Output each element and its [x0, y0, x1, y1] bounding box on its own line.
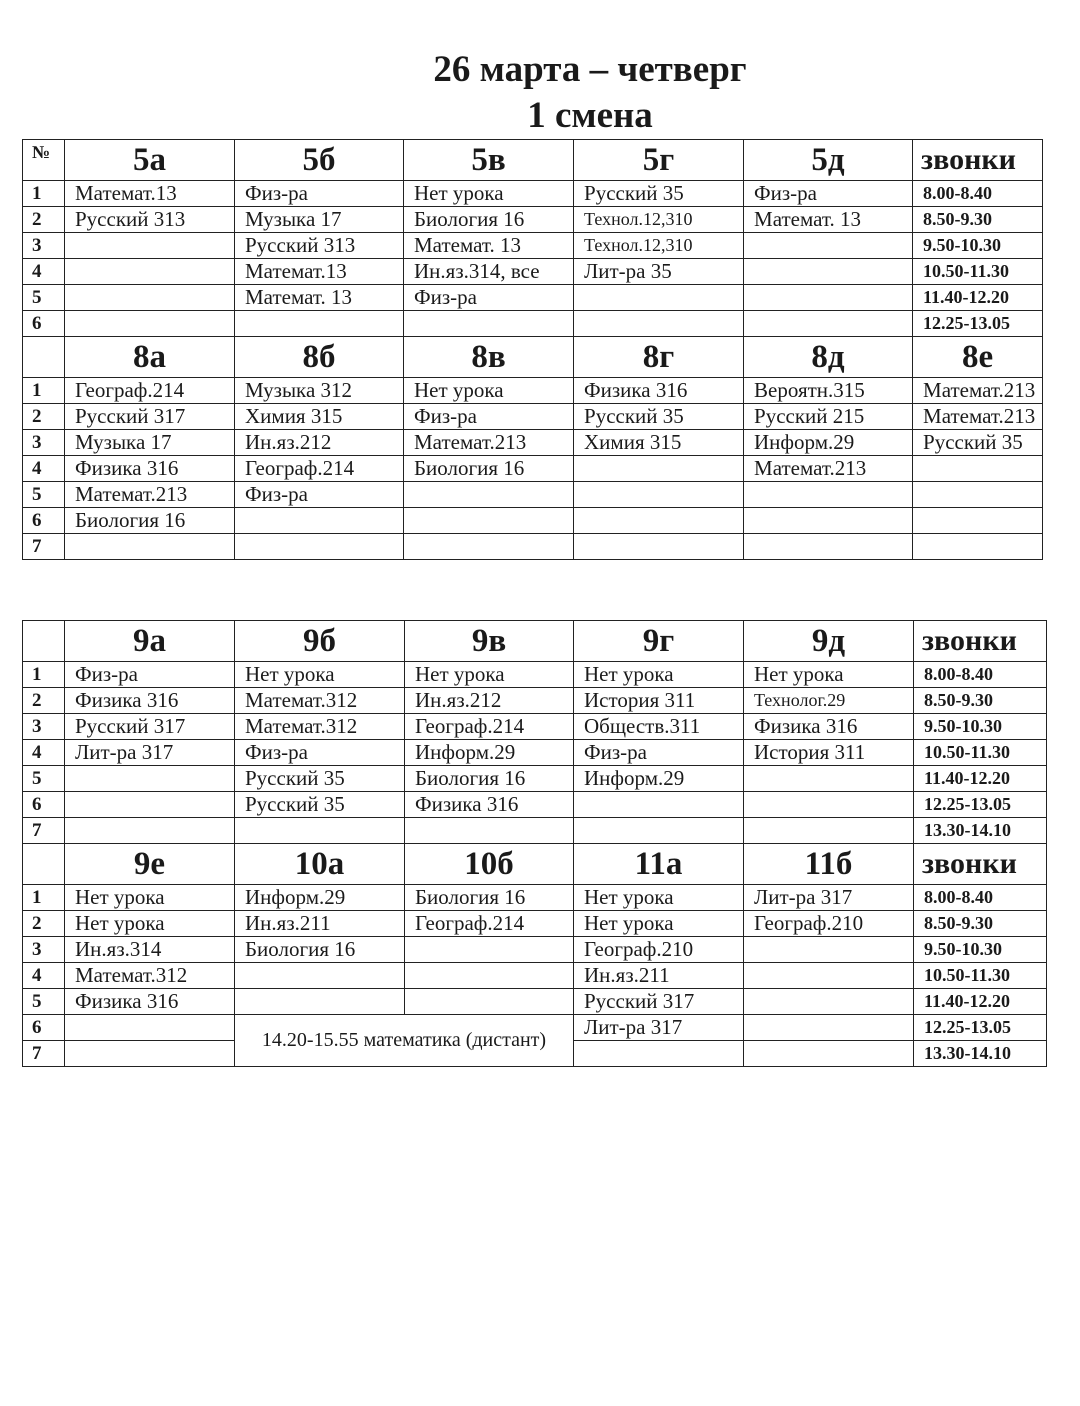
class-header: 9а — [65, 621, 235, 662]
lesson-cell — [65, 259, 235, 285]
bell-time: 12.25-13.05 — [914, 792, 1047, 818]
lesson-cell — [65, 311, 235, 337]
lesson-cell — [574, 285, 744, 311]
lesson-cell: Математ. 13 — [404, 233, 574, 259]
table-row — [23, 740, 1047, 766]
lesson-cell: Математ.312 — [65, 963, 235, 989]
lesson-number: 5 — [23, 482, 65, 508]
lesson-cell: Географ.210 — [744, 911, 914, 937]
lesson-cell — [404, 534, 574, 560]
lesson-cell — [404, 508, 574, 534]
table-row — [23, 766, 1047, 792]
lesson-cell: Русский 35 — [235, 792, 405, 818]
lesson-cell: Ин.яз.211 — [235, 911, 405, 937]
table-row — [23, 937, 1047, 963]
lesson-cell — [913, 456, 1043, 482]
class-header: 9б — [235, 621, 405, 662]
bell-time: 11.40-12.20 — [914, 766, 1047, 792]
table-row — [23, 662, 1047, 688]
lesson-number: 1 — [23, 181, 65, 207]
lesson-cell: Обществ.311 — [574, 714, 744, 740]
lesson-cell: Русский 35 — [574, 404, 744, 430]
lesson-cell: Математ.312 — [235, 688, 405, 714]
bell-time: 9.50-10.30 — [913, 233, 1043, 259]
lesson-cell — [913, 534, 1043, 560]
lesson-cell: Лит-ра 35 — [574, 259, 744, 285]
lesson-cell: Биология 16 — [405, 885, 574, 911]
lesson-cell: Математ. 13 — [744, 207, 913, 233]
lesson-cell — [574, 456, 744, 482]
lesson-cell — [574, 482, 744, 508]
lesson-cell: Физ-ра — [65, 662, 235, 688]
lesson-cell — [574, 818, 744, 844]
lesson-cell: Технол.12,310 — [574, 233, 744, 259]
table-row — [23, 482, 1043, 508]
lesson-cell: Математ. 13 — [235, 285, 404, 311]
lesson-cell: Нет урока — [405, 662, 574, 688]
table-row — [23, 818, 1047, 844]
bell-time: 11.40-12.20 — [913, 285, 1043, 311]
lesson-cell — [235, 963, 405, 989]
lesson-cell: Математ.213 — [65, 482, 235, 508]
bell-time: 10.50-11.30 — [913, 259, 1043, 285]
bell-time: 13.30-14.10 — [914, 1041, 1047, 1067]
lesson-cell — [405, 818, 574, 844]
lesson-cell — [65, 534, 235, 560]
lesson-cell: Информ.29 — [744, 430, 913, 456]
lesson-cell — [235, 311, 404, 337]
class-header: 5а — [65, 140, 235, 181]
lesson-cell — [235, 989, 405, 1015]
lesson-number: 2 — [23, 404, 65, 430]
class-header: 9г — [574, 621, 744, 662]
class-header: 9в — [405, 621, 574, 662]
lesson-cell: Математ.213 — [404, 430, 574, 456]
lesson-cell: Информ.29 — [574, 766, 744, 792]
lesson-cell — [405, 989, 574, 1015]
lesson-cell: Физ-ра — [404, 404, 574, 430]
lesson-cell: Русский 35 — [913, 430, 1043, 456]
page-subtitle: 1 смена — [527, 95, 653, 136]
table-row — [23, 181, 1043, 207]
lesson-cell — [744, 534, 913, 560]
lesson-cell: Музыка 312 — [235, 378, 404, 404]
lesson-number: 2 — [23, 911, 65, 937]
lesson-cell: Нет урока — [574, 911, 744, 937]
header-row-grade9 — [23, 621, 1047, 662]
lesson-cell — [65, 1041, 235, 1067]
lesson-cell — [235, 508, 404, 534]
number-header-empty — [23, 844, 65, 885]
lesson-cell — [574, 508, 744, 534]
bell-time: 10.50-11.30 — [914, 740, 1047, 766]
lesson-cell: Биология 16 — [65, 508, 235, 534]
lesson-cell: Технол.12,310 — [574, 207, 744, 233]
lesson-cell — [65, 233, 235, 259]
lesson-cell — [574, 534, 744, 560]
lesson-cell: Информ.29 — [405, 740, 574, 766]
header-row-grade10 — [23, 844, 1047, 885]
table-row — [23, 534, 1043, 560]
lesson-cell — [744, 963, 914, 989]
lesson-cell: Музыка 17 — [65, 430, 235, 456]
table-row — [23, 285, 1043, 311]
lesson-number: 1 — [23, 885, 65, 911]
bell-time: 9.50-10.30 — [914, 714, 1047, 740]
lesson-cell: Физ-ра — [404, 285, 574, 311]
lesson-cell — [744, 508, 913, 534]
table-row — [23, 311, 1043, 337]
lesson-cell — [235, 818, 405, 844]
lesson-number: 3 — [23, 714, 65, 740]
lesson-cell: Русский 35 — [235, 766, 405, 792]
lesson-number: 6 — [23, 792, 65, 818]
lesson-cell: Физика 316 — [574, 378, 744, 404]
lesson-cell — [405, 937, 574, 963]
lesson-cell: Русский 317 — [574, 989, 744, 1015]
lesson-cell — [744, 937, 914, 963]
lesson-cell: Вероятн.315 — [744, 378, 913, 404]
header-row-grade5 — [23, 140, 1043, 181]
class-header: 8е — [913, 337, 1043, 378]
number-header: № — [23, 140, 65, 181]
lesson-cell: Нет урока — [65, 911, 235, 937]
lesson-cell: Математ.213 — [744, 456, 913, 482]
lesson-cell: Биология 16 — [235, 937, 405, 963]
lesson-number: 4 — [23, 456, 65, 482]
lesson-cell: Математ.13 — [65, 181, 235, 207]
lesson-cell — [744, 311, 913, 337]
lesson-number: 5 — [23, 766, 65, 792]
table-row — [23, 792, 1047, 818]
lesson-cell: Русский 317 — [65, 714, 235, 740]
lesson-cell: Лит-ра 317 — [744, 885, 914, 911]
lesson-cell — [405, 963, 574, 989]
table-row — [23, 456, 1043, 482]
lesson-cell — [744, 1041, 914, 1067]
lesson-cell: Нет урока — [574, 662, 744, 688]
lesson-cell — [913, 508, 1043, 534]
lesson-number: 7 — [23, 818, 65, 844]
class-header: 8г — [574, 337, 744, 378]
lesson-cell: История 311 — [744, 740, 914, 766]
lesson-number: 2 — [23, 688, 65, 714]
bells-header: звонки — [913, 140, 1043, 181]
bell-time: 9.50-10.30 — [914, 937, 1047, 963]
bell-time: 8.00-8.40 — [914, 662, 1047, 688]
lesson-cell — [235, 534, 404, 560]
lesson-cell — [65, 792, 235, 818]
lesson-cell: Ин.яз.314 — [65, 937, 235, 963]
class-header: 11а — [574, 844, 744, 885]
lesson-cell: Нет урока — [65, 885, 235, 911]
lesson-cell: Русский 215 — [744, 404, 913, 430]
lesson-cell — [574, 311, 744, 337]
lesson-number: 7 — [23, 534, 65, 560]
table-row — [23, 714, 1047, 740]
schedule-table-9-11 — [22, 620, 1047, 1067]
lesson-cell — [744, 989, 914, 1015]
lesson-cell — [65, 285, 235, 311]
table-row — [23, 430, 1043, 456]
class-header: 8д — [744, 337, 913, 378]
bells-header: звонки — [914, 844, 1047, 885]
lesson-cell: Географ.214 — [65, 378, 235, 404]
lesson-cell: Физика 316 — [405, 792, 574, 818]
lesson-cell — [574, 1041, 744, 1067]
lesson-cell: Нет урока — [744, 662, 914, 688]
number-header-empty — [23, 337, 65, 378]
bell-time: 8.50-9.30 — [914, 688, 1047, 714]
lesson-cell: Биология 16 — [405, 766, 574, 792]
lesson-cell: Химия 315 — [235, 404, 404, 430]
lesson-number: 3 — [23, 233, 65, 259]
lesson-number: 5 — [23, 285, 65, 311]
table-row — [23, 259, 1043, 285]
bell-time: 12.25-13.05 — [914, 1015, 1047, 1041]
lesson-cell: Нет урока — [404, 181, 574, 207]
bell-time: 8.00-8.40 — [914, 885, 1047, 911]
lesson-cell — [744, 233, 913, 259]
lesson-cell: История 311 — [574, 688, 744, 714]
lesson-cell: Математ.13 — [235, 259, 404, 285]
lesson-number: 4 — [23, 963, 65, 989]
lesson-cell — [744, 766, 914, 792]
class-header: 11б — [744, 844, 914, 885]
lesson-number: 2 — [23, 207, 65, 233]
lesson-cell: Русский 313 — [65, 207, 235, 233]
lesson-cell: Географ.214 — [405, 911, 574, 937]
lesson-cell — [744, 482, 913, 508]
class-header: 5в — [404, 140, 574, 181]
lesson-cell — [744, 1015, 914, 1041]
lesson-cell: Ин.яз.211 — [574, 963, 744, 989]
class-header: 9д — [744, 621, 914, 662]
lesson-number: 3 — [23, 937, 65, 963]
lesson-number: 6 — [23, 1015, 65, 1041]
bell-time: 8.00-8.40 — [913, 181, 1043, 207]
lesson-cell — [404, 311, 574, 337]
lesson-number: 5 — [23, 989, 65, 1015]
lesson-number: 1 — [23, 662, 65, 688]
class-header: 8а — [65, 337, 235, 378]
lesson-cell — [65, 1015, 235, 1041]
lesson-cell — [744, 792, 914, 818]
table-row — [23, 963, 1047, 989]
class-header: 8б — [235, 337, 404, 378]
merged-note-cell: 14.20-15.55 математика (дистант) — [235, 1015, 574, 1067]
table-row — [23, 911, 1047, 937]
lesson-number: 6 — [23, 311, 65, 337]
lesson-cell — [913, 482, 1043, 508]
lesson-cell: Географ.214 — [235, 456, 404, 482]
lesson-cell: Физ-ра — [574, 740, 744, 766]
lesson-cell: Географ.214 — [405, 714, 574, 740]
bell-time: 12.25-13.05 — [913, 311, 1043, 337]
lesson-cell: Музыка 17 — [235, 207, 404, 233]
lesson-number: 7 — [23, 1041, 65, 1067]
table-row — [23, 885, 1047, 911]
lesson-number: 6 — [23, 508, 65, 534]
lesson-cell: Физ-ра — [235, 181, 404, 207]
lesson-cell — [404, 482, 574, 508]
lesson-cell: Физика 316 — [744, 714, 914, 740]
lesson-cell: Информ.29 — [235, 885, 405, 911]
lesson-number: 3 — [23, 430, 65, 456]
table-row — [23, 1015, 1047, 1041]
lesson-cell: Математ.312 — [235, 714, 405, 740]
lesson-cell: Математ.213 — [913, 404, 1043, 430]
lesson-cell: Физика 316 — [65, 989, 235, 1015]
bell-time: 11.40-12.20 — [914, 989, 1047, 1015]
header-row-grade8 — [23, 337, 1043, 378]
class-header: 5г — [574, 140, 744, 181]
lesson-cell — [744, 259, 913, 285]
lesson-cell: Нет урока — [235, 662, 405, 688]
schedule-table-5-8 — [22, 139, 1043, 560]
lesson-cell: Технолог.29 — [744, 688, 914, 714]
class-header: 10б — [405, 844, 574, 885]
lesson-cell: Нет урока — [574, 885, 744, 911]
lesson-cell — [744, 818, 914, 844]
lesson-cell: Физ-ра — [744, 181, 913, 207]
table-row — [23, 508, 1043, 534]
lesson-cell — [65, 766, 235, 792]
table-row — [23, 688, 1047, 714]
table-row — [23, 404, 1043, 430]
lesson-cell: Ин.яз.212 — [235, 430, 404, 456]
lesson-cell — [65, 818, 235, 844]
class-header: 9е — [65, 844, 235, 885]
lesson-number: 4 — [23, 740, 65, 766]
table-row — [23, 233, 1043, 259]
lesson-cell — [744, 285, 913, 311]
lesson-cell: Нет урока — [404, 378, 574, 404]
lesson-cell: Физ-ра — [235, 740, 405, 766]
lesson-cell: Русский 317 — [65, 404, 235, 430]
bell-time: 13.30-14.10 — [914, 818, 1047, 844]
lesson-cell: Ин.яз.314, все — [404, 259, 574, 285]
bell-time: 8.50-9.30 — [913, 207, 1043, 233]
lesson-cell: Лит-ра 317 — [65, 740, 235, 766]
lesson-cell: Лит-ра 317 — [574, 1015, 744, 1041]
bells-header: звонки — [914, 621, 1047, 662]
bell-time: 8.50-9.30 — [914, 911, 1047, 937]
lesson-cell: Физ-ра — [235, 482, 404, 508]
class-header: 10а — [235, 844, 405, 885]
lesson-cell: Физика 316 — [65, 456, 235, 482]
lesson-cell: Биология 16 — [404, 456, 574, 482]
table-row — [23, 207, 1043, 233]
lesson-cell: Химия 315 — [574, 430, 744, 456]
lesson-number: 4 — [23, 259, 65, 285]
number-header-empty — [23, 621, 65, 662]
lesson-cell: Ин.яз.212 — [405, 688, 574, 714]
lesson-cell: Русский 35 — [574, 181, 744, 207]
lesson-cell: Биология 16 — [404, 207, 574, 233]
page-title: 26 марта – четверг — [433, 49, 747, 90]
lesson-cell: Физика 316 — [65, 688, 235, 714]
table-row — [23, 378, 1043, 404]
lesson-cell: Географ.210 — [574, 937, 744, 963]
class-header: 5д — [744, 140, 913, 181]
table-row — [23, 989, 1047, 1015]
lesson-cell — [574, 792, 744, 818]
class-header: 8в — [404, 337, 574, 378]
lesson-cell: Русский 313 — [235, 233, 404, 259]
lesson-number: 1 — [23, 378, 65, 404]
bell-time: 10.50-11.30 — [914, 963, 1047, 989]
lesson-cell: Математ.213 — [913, 378, 1043, 404]
class-header: 5б — [235, 140, 404, 181]
